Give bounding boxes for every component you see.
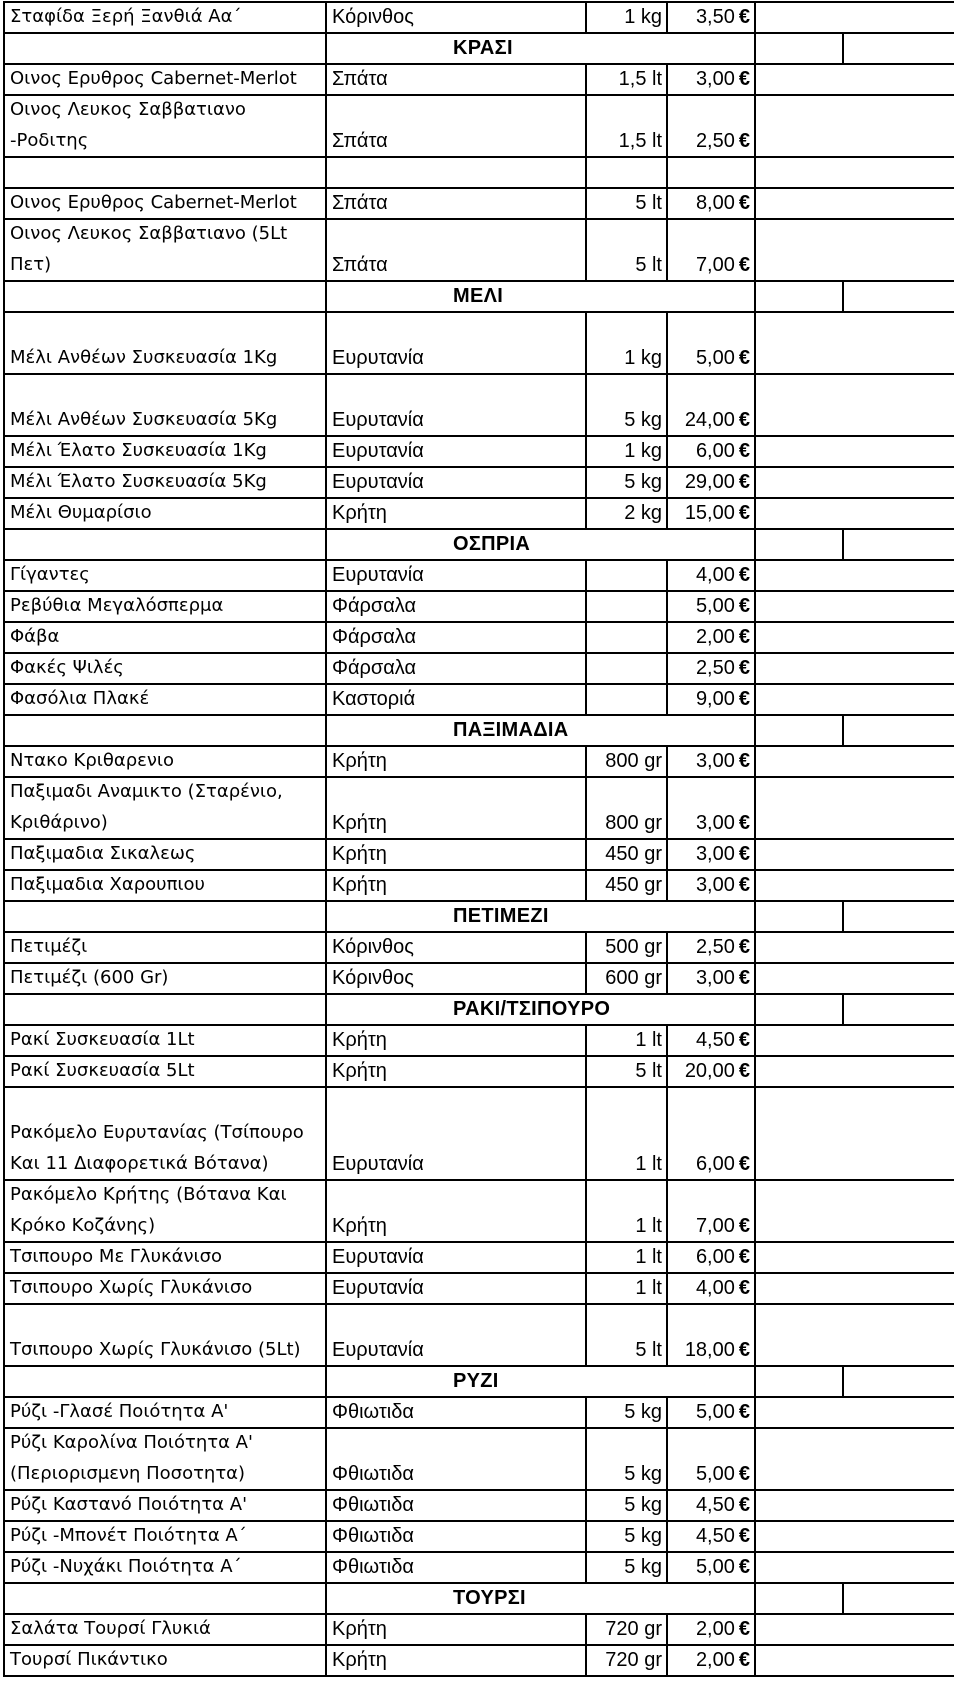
table-row [3, 1646, 954, 1677]
product-name: Ρύζι Καρολίνα Ποιότητα Α' (Περιορισμενη Ποσοτητα) [5, 1429, 327, 1489]
product-name: Ρύζι -Μπονέτ Ποιότητα Α΄ [5, 1522, 327, 1551]
product-price [668, 1429, 756, 1489]
euro-icon: € [738, 1401, 750, 1423]
category-header-price-cell [756, 995, 844, 1024]
euro-icon: € [738, 1339, 750, 1361]
product-name: Οινος Λευκος Σαββατιανο -Ροδιτης [5, 96, 327, 156]
product-price [668, 1181, 756, 1241]
product-price [668, 1026, 756, 1055]
euro-icon: € [738, 936, 750, 958]
euro-icon: € [738, 1463, 750, 1485]
category-header-cell [327, 902, 756, 931]
product-quantity [587, 623, 668, 652]
category-header-cell [327, 995, 756, 1024]
product-price [668, 65, 756, 94]
product-origin: Κόρινθος [327, 3, 587, 32]
product-origin: Κρήτη [327, 1646, 587, 1675]
product-quantity: 5 kg [587, 468, 668, 497]
product-quantity: 5 kg [587, 1553, 668, 1582]
table-row [3, 1274, 954, 1305]
table-row [3, 220, 954, 282]
product-quantity: 500 gr [587, 933, 668, 962]
product-quantity: 1,5 lt [587, 65, 668, 94]
product-origin: Ευρυτανία [327, 561, 587, 590]
product-quantity: 5 lt [587, 189, 668, 218]
price-value: 4,50 [695, 1029, 735, 1051]
product-quantity: 5 kg [587, 1429, 668, 1489]
price-value: 4,00 [695, 564, 735, 586]
product-name: Οινος Ερυθρος Cabernet-Merlot [5, 189, 327, 218]
product-price [668, 1057, 756, 1086]
product-name: Πετιμέζι [5, 933, 327, 962]
product-name: Οινος Ερυθρος Cabernet-Merlot [5, 65, 327, 94]
product-origin: Κρήτη [327, 778, 587, 838]
product-quantity: 1 lt [587, 1274, 668, 1303]
table-row [3, 1615, 954, 1646]
spacer-row [3, 158, 954, 189]
product-origin: Σπάτα [327, 220, 587, 280]
price-value: 5,00 [695, 595, 735, 617]
category-header-left-cell [5, 995, 327, 1024]
price-value: 6,00 [695, 440, 735, 462]
euro-icon: € [738, 1649, 750, 1671]
category-header-cell [327, 34, 756, 63]
product-quantity: 600 gr [587, 964, 668, 993]
table-row [3, 933, 954, 964]
product-quantity: 720 gr [587, 1646, 668, 1675]
product-origin: Κόρινθος [327, 933, 587, 962]
product-origin: Σπάτα [327, 96, 587, 156]
euro-icon: € [738, 750, 750, 772]
product-origin: Ευρυτανία [327, 468, 587, 497]
price-value: 2,00 [695, 1618, 735, 1640]
product-name: Τσιπουρο Χωρίς Γλυκάνισο [5, 1274, 327, 1303]
product-name: Γίγαντες [5, 561, 327, 590]
price-value: 15,00 [684, 502, 735, 524]
product-name: Τσιπουρο Χωρίς Γλυκάνισο (5Lt) [5, 1305, 327, 1365]
category-title: ΜΕΛΙ [453, 285, 504, 307]
product-name: Φακές Ψιλές [5, 654, 327, 683]
euro-icon: € [738, 440, 750, 462]
product-origin: Σπάτα [327, 65, 587, 94]
product-origin: Φάρσαλα [327, 592, 587, 621]
product-price [668, 3, 756, 32]
product-quantity: 450 gr [587, 840, 668, 869]
table-row [3, 871, 954, 902]
category-header-left-cell [5, 902, 327, 931]
price-value: 5,00 [695, 1556, 735, 1578]
product-name: Τουρσί Πικάντικο [5, 1646, 327, 1675]
price-value: 8,00 [695, 192, 735, 214]
product-origin: Ευρυτανία [327, 1274, 587, 1303]
category-header-row [3, 995, 954, 1026]
spacer-cell [5, 158, 327, 187]
price-value: 2,50 [695, 130, 735, 152]
product-price [668, 1398, 756, 1427]
product-origin: Καστοριά [327, 685, 587, 714]
product-price [668, 840, 756, 869]
category-header-cell [327, 530, 756, 559]
category-header-price-cell [756, 716, 844, 745]
euro-icon: € [738, 1029, 750, 1051]
product-origin: Φθιωτιδα [327, 1491, 587, 1520]
table-row [3, 1553, 954, 1584]
product-price [668, 1088, 756, 1179]
table-row [3, 3, 954, 34]
euro-icon: € [738, 409, 750, 431]
product-price [668, 933, 756, 962]
product-price [668, 778, 756, 838]
category-header-price-cell [756, 1584, 844, 1613]
euro-icon: € [738, 595, 750, 617]
table-row [3, 189, 954, 220]
product-quantity: 5 kg [587, 375, 668, 435]
table-row [3, 65, 954, 96]
euro-icon: € [738, 471, 750, 493]
product-quantity: 1 lt [587, 1088, 668, 1179]
product-quantity: 1 kg [587, 313, 668, 373]
price-value: 3,00 [695, 967, 735, 989]
product-name: Σαλάτα Τουρσί Γλυκιά [5, 1615, 327, 1644]
table-row [3, 654, 954, 685]
product-quantity: 5 kg [587, 1491, 668, 1520]
product-origin: Κρήτη [327, 499, 587, 528]
product-name: Ντακο Κριθαρενιο [5, 747, 327, 776]
product-quantity: 1,5 lt [587, 96, 668, 156]
product-name: Μέλι Ανθέων Συσκευασία 5Kg [5, 375, 327, 435]
product-quantity: 1 lt [587, 1026, 668, 1055]
price-value: 5,00 [695, 347, 735, 369]
price-value: 7,00 [695, 1215, 735, 1237]
euro-icon: € [738, 1494, 750, 1516]
table-row [3, 1057, 954, 1088]
product-price [668, 1646, 756, 1675]
table-row [3, 313, 954, 375]
product-origin: Ευρυτανία [327, 1243, 587, 1272]
product-name: Ρύζι -Γλασέ Ποιότητα Α' [5, 1398, 327, 1427]
table-row [3, 1398, 954, 1429]
product-name: Ρύζι Καστανό Ποιότητα Α' [5, 1491, 327, 1520]
product-quantity [587, 685, 668, 714]
product-price [668, 468, 756, 497]
product-name: Οινος Λευκος Σαββατιανο (5Lt Πετ) [5, 220, 327, 280]
product-origin: Κρήτη [327, 840, 587, 869]
product-quantity: 720 gr [587, 1615, 668, 1644]
euro-icon: € [738, 626, 750, 648]
category-title: ΡΥΖΙ [453, 1370, 499, 1392]
product-price [668, 313, 756, 373]
product-origin: Φάρσαλα [327, 654, 587, 683]
euro-icon: € [738, 1277, 750, 1299]
product-price [668, 654, 756, 683]
product-quantity: 1 kg [587, 3, 668, 32]
price-value: 18,00 [684, 1339, 735, 1361]
table-row [3, 96, 954, 158]
category-header-row [3, 1584, 954, 1615]
table-row [3, 1522, 954, 1553]
product-price [668, 623, 756, 652]
product-name: Ρακόμελο Ευρυτανίας (Τσίπουρο Και 11 Διαφορετικά Βότανα) [5, 1088, 327, 1179]
category-header-row [3, 530, 954, 561]
euro-icon: € [738, 874, 750, 896]
table-row [3, 1026, 954, 1057]
category-header-left-cell [5, 1584, 327, 1613]
product-quantity: 800 gr [587, 778, 668, 838]
product-origin: Ευρυτανία [327, 313, 587, 373]
euro-icon: € [738, 1060, 750, 1082]
product-name: Ρακόμελο Κρήτης (Βότανα Και Κρόκο Κοζάνης) [5, 1181, 327, 1241]
euro-icon: € [738, 843, 750, 865]
product-origin: Φθιωτιδα [327, 1553, 587, 1582]
category-header-price-cell [756, 282, 844, 311]
product-price [668, 437, 756, 466]
spacer-cell [327, 158, 587, 187]
product-quantity: 1 lt [587, 1243, 668, 1272]
euro-icon: € [738, 192, 750, 214]
product-name: Παξιμαδι Αναμικτο (Σταρένιο, Κριθάρινο) [5, 778, 327, 838]
category-header-cell [327, 1367, 756, 1396]
table-row [3, 468, 954, 499]
product-origin: Κόρινθος [327, 964, 587, 993]
category-title: ΚΡΑΣΙ [453, 37, 513, 59]
category-header-cell [327, 716, 756, 745]
product-price [668, 220, 756, 280]
price-value: 3,00 [695, 874, 735, 896]
product-price [668, 189, 756, 218]
table-row [3, 623, 954, 654]
product-price [668, 375, 756, 435]
product-quantity: 1 kg [587, 437, 668, 466]
product-origin: Κρήτη [327, 1615, 587, 1644]
product-price [668, 1553, 756, 1582]
euro-icon: € [738, 1556, 750, 1578]
product-quantity [587, 654, 668, 683]
product-price [668, 96, 756, 156]
euro-icon: € [738, 1153, 750, 1175]
product-name: Ρύζι -Νυχάκι Ποιότητα Α΄ [5, 1553, 327, 1582]
product-origin: Σπάτα [327, 189, 587, 218]
product-origin: Φθιωτιδα [327, 1522, 587, 1551]
price-value: 6,00 [695, 1153, 735, 1175]
product-name: Ρακί Συσκευασία 1Lt [5, 1026, 327, 1055]
product-name: Φασόλια Πλακέ [5, 685, 327, 714]
category-header-row [3, 1367, 954, 1398]
product-quantity [587, 592, 668, 621]
category-header-left-cell [5, 530, 327, 559]
product-origin: Κρήτη [327, 747, 587, 776]
product-price [668, 499, 756, 528]
table-row [3, 1429, 954, 1491]
price-value: 6,00 [695, 1246, 735, 1268]
product-origin: Φθιωτιδα [327, 1398, 587, 1427]
price-value: 5,00 [695, 1401, 735, 1423]
euro-icon: € [738, 967, 750, 989]
euro-icon: € [738, 657, 750, 679]
category-header-left-cell [5, 716, 327, 745]
product-origin: Κρήτη [327, 871, 587, 900]
euro-icon: € [738, 254, 750, 276]
product-price [668, 964, 756, 993]
category-header-cell [327, 1584, 756, 1613]
product-price [668, 561, 756, 590]
price-list-table [3, 1, 954, 1677]
euro-icon: € [738, 502, 750, 524]
euro-icon: € [738, 1618, 750, 1640]
product-price [668, 747, 756, 776]
product-name: Σταφίδα Ξερή Ξανθιά Αα΄ [5, 3, 327, 32]
category-header-row [3, 902, 954, 933]
price-value: 9,00 [695, 688, 735, 710]
product-origin: Κρήτη [327, 1057, 587, 1086]
product-origin: Ευρυτανία [327, 1088, 587, 1179]
euro-icon: € [738, 1525, 750, 1547]
euro-icon: € [738, 1215, 750, 1237]
category-header-price-cell [756, 1367, 844, 1396]
table-row [3, 840, 954, 871]
product-origin: Φθιωτιδα [327, 1429, 587, 1489]
product-name: Μέλι Έλατο Συσκευασία 5Kg [5, 468, 327, 497]
table-row [3, 375, 954, 437]
product-quantity: 2 kg [587, 499, 668, 528]
product-name: Μέλι Θυμαρίσιο [5, 499, 327, 528]
price-value: 29,00 [684, 471, 735, 493]
table-row [3, 1305, 954, 1367]
price-value: 7,00 [695, 254, 735, 276]
category-header-row [3, 716, 954, 747]
category-header-price-cell [756, 34, 844, 63]
product-name: Μέλι Ανθέων Συσκευασία 1Kg [5, 313, 327, 373]
product-quantity: 5 lt [587, 1305, 668, 1365]
price-value: 2,00 [695, 626, 735, 648]
category-title: ΤΟΥΡΣΙ [453, 1587, 526, 1609]
category-header-price-cell [756, 530, 844, 559]
euro-icon: € [738, 564, 750, 586]
euro-icon: € [738, 1246, 750, 1268]
price-value: 5,00 [695, 1463, 735, 1485]
category-title: ΠΑΞΙΜΑΔΙΑ [453, 719, 569, 741]
product-price [668, 1274, 756, 1303]
price-value: 2,00 [695, 1649, 735, 1671]
product-quantity: 5 kg [587, 1522, 668, 1551]
product-origin: Κρήτη [327, 1026, 587, 1055]
table-row [3, 685, 954, 716]
product-quantity: 1 lt [587, 1181, 668, 1241]
price-value: 4,00 [695, 1277, 735, 1299]
product-price [668, 1491, 756, 1520]
euro-icon: € [738, 68, 750, 90]
category-title: ΠΕΤΙΜΕΖΙ [453, 905, 549, 927]
price-value: 20,00 [684, 1060, 735, 1082]
product-name: Τσιπουρο Με Γλυκάνισο [5, 1243, 327, 1272]
product-name: Φάβα [5, 623, 327, 652]
spacer-cell [587, 158, 668, 187]
category-header-left-cell [5, 1367, 327, 1396]
price-value: 2,50 [695, 936, 735, 958]
table-row [3, 1243, 954, 1274]
product-quantity: 5 lt [587, 220, 668, 280]
product-price [668, 685, 756, 714]
product-price [668, 1243, 756, 1272]
table-row [3, 561, 954, 592]
category-title: ΡΑΚΙ/ΤΣΙΠΟΥΡΟ [453, 998, 611, 1020]
category-header-row [3, 34, 954, 65]
price-value: 3,00 [695, 812, 735, 834]
spacer-cell [668, 158, 756, 187]
table-row [3, 747, 954, 778]
product-origin: Ευρυτανία [327, 437, 587, 466]
product-quantity [587, 561, 668, 590]
product-origin: Ευρυτανία [327, 375, 587, 435]
euro-icon: € [738, 688, 750, 710]
product-name: Μέλι Έλατο Συσκευασία 1Kg [5, 437, 327, 466]
table-row [3, 437, 954, 468]
price-value: 3,50 [695, 6, 735, 28]
product-price [668, 1615, 756, 1644]
product-price [668, 871, 756, 900]
category-header-row [3, 282, 954, 313]
euro-icon: € [738, 347, 750, 369]
category-header-cell [327, 282, 756, 311]
category-title: ΟΣΠΡΙΑ [453, 533, 531, 555]
table-row [3, 778, 954, 840]
price-value: 24,00 [684, 409, 735, 431]
product-quantity: 5 lt [587, 1057, 668, 1086]
product-quantity: 5 kg [587, 1398, 668, 1427]
product-price [668, 1522, 756, 1551]
product-price [668, 592, 756, 621]
product-name: Ρεβύθια Μεγαλόσπερμα [5, 592, 327, 621]
product-name: Πετιμέζι (600 Gr) [5, 964, 327, 993]
price-value: 2,50 [695, 657, 735, 679]
product-name: Παξιμαδια Σικαλεως [5, 840, 327, 869]
product-origin: Κρήτη [327, 1181, 587, 1241]
table-row [3, 1491, 954, 1522]
table-row [3, 1088, 954, 1181]
euro-icon: € [738, 130, 750, 152]
euro-icon: € [738, 6, 750, 28]
price-value: 4,50 [695, 1525, 735, 1547]
product-origin: Φάρσαλα [327, 623, 587, 652]
table-row [3, 964, 954, 995]
product-origin: Ευρυτανία [327, 1305, 587, 1365]
product-quantity: 800 gr [587, 747, 668, 776]
category-header-price-cell [756, 902, 844, 931]
product-price [668, 1305, 756, 1365]
product-name: Ρακί Συσκευασία 5Lt [5, 1057, 327, 1086]
product-quantity: 450 gr [587, 871, 668, 900]
price-value: 4,50 [695, 1494, 735, 1516]
price-value: 3,00 [695, 68, 735, 90]
table-row [3, 592, 954, 623]
price-value: 3,00 [695, 843, 735, 865]
table-row [3, 499, 954, 530]
product-name: Παξιμαδια Χαρουπιου [5, 871, 327, 900]
table-row [3, 1181, 954, 1243]
category-header-left-cell [5, 34, 327, 63]
euro-icon: € [738, 812, 750, 834]
category-header-left-cell [5, 282, 327, 311]
price-value: 3,00 [695, 750, 735, 772]
